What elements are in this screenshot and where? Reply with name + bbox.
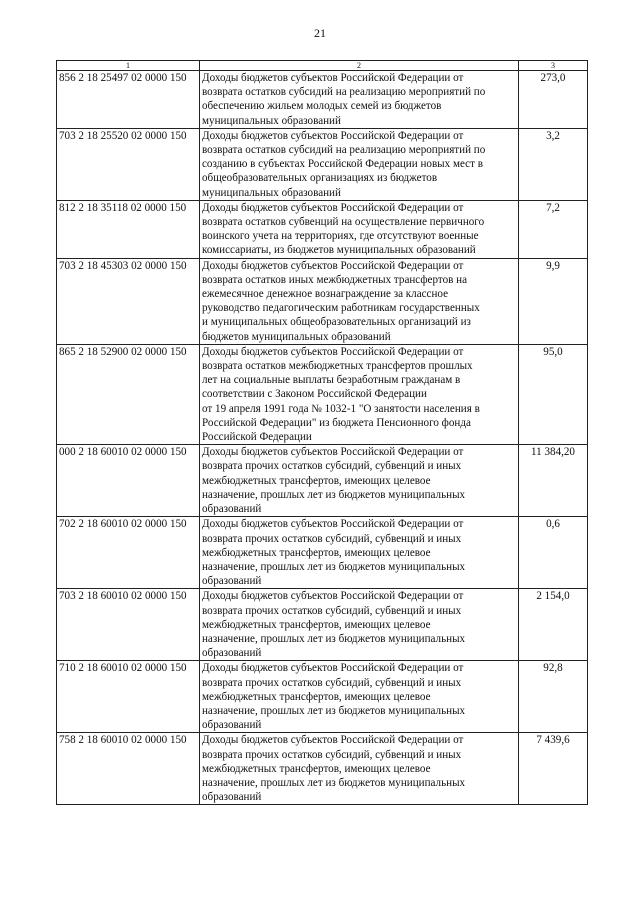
amount: 7,2 <box>519 200 588 258</box>
description-line: образований <box>202 791 262 804</box>
description-line: Доходы бюджетов субъектов Российской Федерации от <box>202 446 464 459</box>
description-line: возврата остатков субвенций на осуществление первичного <box>202 216 485 229</box>
table-row <box>57 445 588 517</box>
revenue-description <box>200 661 519 733</box>
table-row <box>57 517 588 589</box>
table-row <box>57 344 588 444</box>
description-line: комиссариаты, из бюджетов муниципальных образований <box>202 244 476 257</box>
header-code-column: 1 <box>57 61 200 71</box>
revenue-description <box>200 445 519 517</box>
description-line: возврата остатков субсидий на реализацию мероприятий по <box>202 86 486 99</box>
revenue-description <box>200 344 519 444</box>
description-line: возврата остатков субсидий на реализацию мероприятий по <box>202 144 486 157</box>
description-line: лет на социальные выплаты безработным гражданам в <box>202 374 461 387</box>
description-line: межбюджетных трансфертов, имеющих целевое <box>202 762 431 775</box>
description-line: муниципальных образований <box>202 186 341 199</box>
revenue-description <box>200 200 519 258</box>
table-row <box>57 258 588 344</box>
header-description-column: 2 <box>200 61 519 71</box>
description-line: муниципальных образований <box>202 114 341 127</box>
description-line: бюджетов муниципальных образований <box>202 330 391 343</box>
revenue-description <box>200 258 519 344</box>
description-line: Доходы бюджетов субъектов Российской Федерации от <box>202 345 464 358</box>
amount: 0,6 <box>519 517 588 589</box>
description-line: возврата остатков иных межбюджетных трансфертов на <box>202 273 468 286</box>
table-row <box>57 589 588 661</box>
description-line: образований <box>202 719 262 732</box>
description-line: возврата прочих остатков субсидий, субвенций и иных <box>202 604 462 617</box>
description-line: межбюджетных трансфертов, имеющих целевое <box>202 690 431 703</box>
description-line: Российской Федерации <box>202 431 312 444</box>
description-line: Доходы бюджетов субъектов Российской Федерации от <box>202 129 464 142</box>
description-line: Доходы бюджетов субъектов Российской Федерации от <box>202 662 464 675</box>
description-line: назначение, прошлых лет из бюджетов муниципальных <box>202 632 466 645</box>
table-row <box>57 128 588 200</box>
description-line: Российской Федерации" из бюджета Пенсионного фонда <box>202 416 471 429</box>
description-line: возврата прочих остатков субсидий, субвенций и иных <box>202 532 462 545</box>
budget-code: 856 2 18 25497 02 0000 150 <box>57 71 200 129</box>
description-line: возврата остатков межбюджетных трансфертов прошлых <box>202 360 473 373</box>
revenue-description <box>200 589 519 661</box>
amount: 2 154,0 <box>519 589 588 661</box>
description-line: Доходы бюджетов субъектов Российской Федерации от <box>202 259 464 272</box>
budget-code: 703 2 18 60010 02 0000 150 <box>57 589 200 661</box>
budget-code: 703 2 18 25520 02 0000 150 <box>57 128 200 200</box>
budget-code: 710 2 18 60010 02 0000 150 <box>57 661 200 733</box>
description-line: образований <box>202 647 262 660</box>
description-line: межбюджетных трансфертов, имеющих целевое <box>202 618 431 631</box>
description-line: ежемесячное денежное вознаграждение за классное <box>202 288 449 301</box>
description-line: воинского учета на территориях, где отсутствуют военные <box>202 230 479 243</box>
description-line: назначение, прошлых лет из бюджетов муниципальных <box>202 488 466 501</box>
table-row <box>57 733 588 805</box>
description-line: межбюджетных трансфертов, имеющих целевое <box>202 474 431 487</box>
description-line: возврата прочих остатков субсидий, субвенций и иных <box>202 748 462 761</box>
description-line: Доходы бюджетов субъектов Российской Федерации от <box>202 590 464 603</box>
description-line: руководство педагогическим работникам государственных <box>202 302 480 315</box>
table-row <box>57 71 588 129</box>
table-row <box>57 661 588 733</box>
description-line: Доходы бюджетов субъектов Российской Федерации от <box>202 201 464 214</box>
description-line: обеспечению жильем молодых семей из бюджетов <box>202 100 442 113</box>
budget-revenue-table <box>56 60 588 805</box>
page-number: 21 <box>314 26 326 40</box>
header-amount-column: 3 <box>519 61 588 71</box>
amount: 92,8 <box>519 661 588 733</box>
amount: 3,2 <box>519 128 588 200</box>
budget-code: 702 2 18 60010 02 0000 150 <box>57 517 200 589</box>
description-line: от 19 апреля 1991 года № 1032-1 "О занятости населения в <box>202 402 480 415</box>
description-line: Доходы бюджетов субъектов Российской Федерации от <box>202 518 464 531</box>
description-line: межбюджетных трансфертов, имеющих целевое <box>202 546 431 559</box>
description-line: Доходы бюджетов субъектов Российской Федерации от <box>202 72 464 84</box>
description-line: возврата прочих остатков субсидий, субвенций и иных <box>202 676 462 689</box>
revenue-description <box>200 71 519 129</box>
amount: 7 439,6 <box>519 733 588 805</box>
description-line: образований <box>202 503 262 516</box>
revenue-description <box>200 517 519 589</box>
revenue-description <box>200 128 519 200</box>
description-line: назначение, прошлых лет из бюджетов муниципальных <box>202 560 466 573</box>
description-line: созданию в субъектах Российской Федерации новых мест в <box>202 158 483 171</box>
description-line: и муниципальных общеобразовательных организаций из <box>202 316 471 329</box>
header-row <box>57 61 588 71</box>
revenue-description <box>200 733 519 805</box>
description-line: соответствии с Законом Российской Федерации <box>202 388 427 401</box>
amount: 95,0 <box>519 344 588 444</box>
budget-code: 000 2 18 60010 02 0000 150 <box>57 445 200 517</box>
description-line: назначение, прошлых лет из бюджетов муниципальных <box>202 776 466 789</box>
description-line: Доходы бюджетов субъектов Российской Федерации от <box>202 734 464 747</box>
amount: 273,0 <box>519 71 588 129</box>
budget-code: 758 2 18 60010 02 0000 150 <box>57 733 200 805</box>
budget-code: 812 2 18 35118 02 0000 150 <box>57 200 200 258</box>
description-line: назначение, прошлых лет из бюджетов муниципальных <box>202 704 466 717</box>
amount: 9,9 <box>519 258 588 344</box>
budget-code: 865 2 18 52900 02 0000 150 <box>57 344 200 444</box>
table-row <box>57 200 588 258</box>
description-line: возврата прочих остатков субсидий, субвенций и иных <box>202 460 462 473</box>
description-line: общеобразовательных организациях из бюджетов <box>202 172 438 185</box>
budget-code: 703 2 18 45303 02 0000 150 <box>57 258 200 344</box>
description-line: образований <box>202 575 262 588</box>
amount: 11 384,20 <box>519 445 588 517</box>
